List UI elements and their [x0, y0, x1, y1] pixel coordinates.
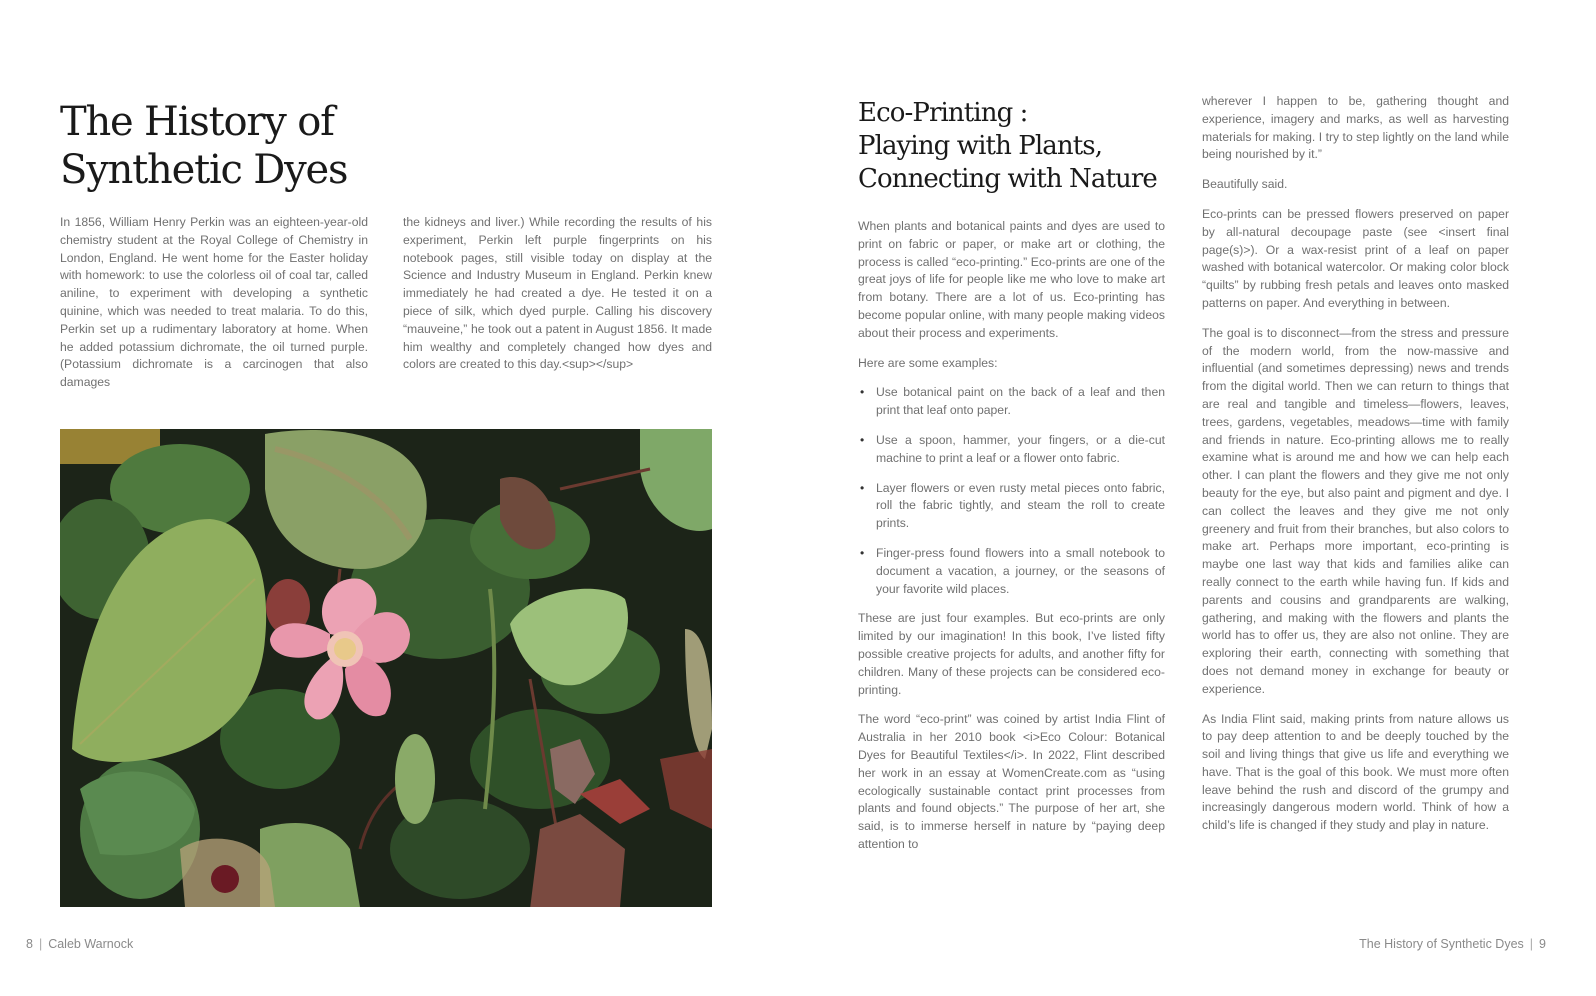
section-title-line-1: Eco-Printing :: [858, 98, 1028, 128]
list-item-text: Layer flowers or even rusty metal pieces onto fabric, roll the fabric tightly, and steam the roll to create prints.: [876, 480, 1165, 531]
list-item: [858, 545, 1165, 598]
list-item: [858, 384, 1165, 420]
list-item-text: Finger-press found flowers into a small notebook to document a vacation, a journey, or the seasons of your favorite wild places.: [876, 545, 1165, 596]
india-flint-paragraph: The word “eco-print” was coined by artist India Flint of Australia in her 2010 book <i>Eco Colour: Botanical Dyes for Beautiful Textiles</i>. In 2022, Flint described her work in an essay at WomenCreate.com as “using ecologically sustainable contact print processes from plants and found objects.” The purpose of her art, she said, is to immerse herself in nature by “paying deep attention to: [858, 712, 1165, 851]
footer-separator: |: [38, 937, 43, 951]
chapter-title: [60, 98, 420, 194]
beautifully-said: Beautifully said.: [1202, 177, 1288, 192]
right-column-2: [1202, 93, 1509, 847]
chapter-title-line-2: Synthetic Dyes: [60, 147, 348, 193]
left-column-1: [60, 214, 368, 404]
bullet-icon: •: [860, 545, 865, 560]
author-name: Caleb Warnock: [48, 937, 134, 951]
perkin-paragraph-part-2: the kidneys and liver.) While recording the results of his experiment, Perkin left purple fingerprints on his notebook pages, still visible today on display at the Science and Industry Museum in England. Perkin knew immediately he had created a dye. He tested it on a piece of silk, which dyed purple. Calling his discovery “mauveine,” he took out a patent in August 1856. It made him wealthy and completely changed how dyes and colors are created to this day.<sup></sup>: [403, 215, 712, 372]
goal-paragraph: The goal is to disconnect—from the stress and pressure of the modern world, from the now-massive and influential (and sometimes depressing) news and trends from the digital world. Then we can return to things that are real and tangible and timeless—flowers, leaves, trees, gardens, vegetables, meadows—time with family and friends in nature. Eco-printing allows me to really examine what is around me and how we can help each other. I can plant the flowers and they give me not only beauty for the eye, but also paint and pigment and dye. I can collect the leaves and they give me not only greenery and fruit from their branches, but also colors to make art. Perhaps more important, eco-printing is maybe one last way that kids and families alike can really connect to the earth while having fun. If kids and parents and cousins and grandparents are walking, gathering, and making with the flowers and plants the world has to offer us, they are also not online. They are exploring their earth, connecting with something that does not demand money in exchange for beauty or experience.: [1202, 325, 1509, 696]
chapter-title-line-1: The History of: [60, 99, 334, 145]
bullet-icon: •: [860, 432, 865, 447]
section-title-line-2: Playing with Plants,: [858, 131, 1103, 161]
eco-prints-paragraph: Eco-prints can be pressed flowers preserved on paper by all-natural decoupage paste (see <insert final page(s)>). Or a wax-resist print of a leaf on paper washed with botanical watercolor. Or making color block “quilts” by rubbing fresh petals and leaves onto masked patterns on paper. And everything in between.: [1202, 206, 1509, 310]
list-item: [858, 432, 1165, 468]
flint-quote-continuation: wherever I happen to be, gathering thought and experience, imagery and marks, as well as harvesting materials for making. I try to step lightly on the land while being nourished by it.”: [1202, 94, 1509, 162]
footer-separator: |: [1529, 937, 1534, 951]
photo-illustration: [60, 429, 712, 907]
left-page-number: 8: [26, 937, 33, 951]
right-page-footer: [1359, 936, 1546, 952]
right-page-number: 9: [1539, 937, 1546, 951]
section-title-line-3: Connecting with Nature: [858, 164, 1157, 194]
examples-lead: Here are some examples:: [858, 355, 998, 370]
four-examples-paragraph: These are just four examples. But eco-prints are only limited by our imagination! In this book, I’ve listed fifty possible creative projects for adults, and another fifty for children. Many of these projects can be considered eco-printing.: [858, 611, 1165, 697]
section-title: [858, 97, 1178, 196]
eco-printing-intro: When plants and botanical paints and dyes are used to print on fabric or paper, or make art or clothing, the process is called “eco-printing.” Eco-prints are one of the great joys of life for people like me who love to make art from botany. There are a lot of us. Eco-printing has become popular online, with many people making videos about their process and experiments.: [858, 219, 1165, 340]
cotton-flower-photo: [60, 429, 712, 907]
examples-list: [858, 384, 1165, 598]
list-item-text: Use a spoon, hammer, your fingers, or a die-cut machine to print a leaf or a flower onto fabric.: [876, 432, 1165, 465]
left-column-2: [403, 214, 712, 386]
list-item-text: Use botanical paint on the back of a leaf and then print that leaf onto paper.: [876, 385, 1165, 418]
perkin-paragraph-part-1: In 1856, William Henry Perkin was an eighteen-year-old chemistry student at the Royal College of Chemistry in London, England. He went home for the Easter holiday with homework: to use the colorless oil of coal tar, called aniline, to experiment with developing a synthetic quinine, which was needed to treat malaria. To do this, Perkin set up a rudimentary laboratory at home. When he added potassium dichromate, the oil turned purple. (Potassium dichromate is a carcinogen that also damages: [60, 215, 368, 390]
bullet-icon: •: [860, 480, 865, 495]
running-head: The History of Synthetic Dyes: [1359, 937, 1524, 951]
right-column-1: [858, 218, 1165, 866]
left-page-footer: [26, 936, 133, 952]
bullet-icon: •: [860, 385, 865, 400]
list-item: [858, 480, 1165, 533]
closing-paragraph: As India Flint said, making prints from nature allows us to pay deep attention to and be deeply touched by the soil and living things that give us life and everything we have. That is the goal of this book. We must more often leave behind the rush and discord of the grumpy and increasingly dangerous modern world. Think of how a child’s life is changed if they study and play in nature.: [1202, 711, 1509, 833]
